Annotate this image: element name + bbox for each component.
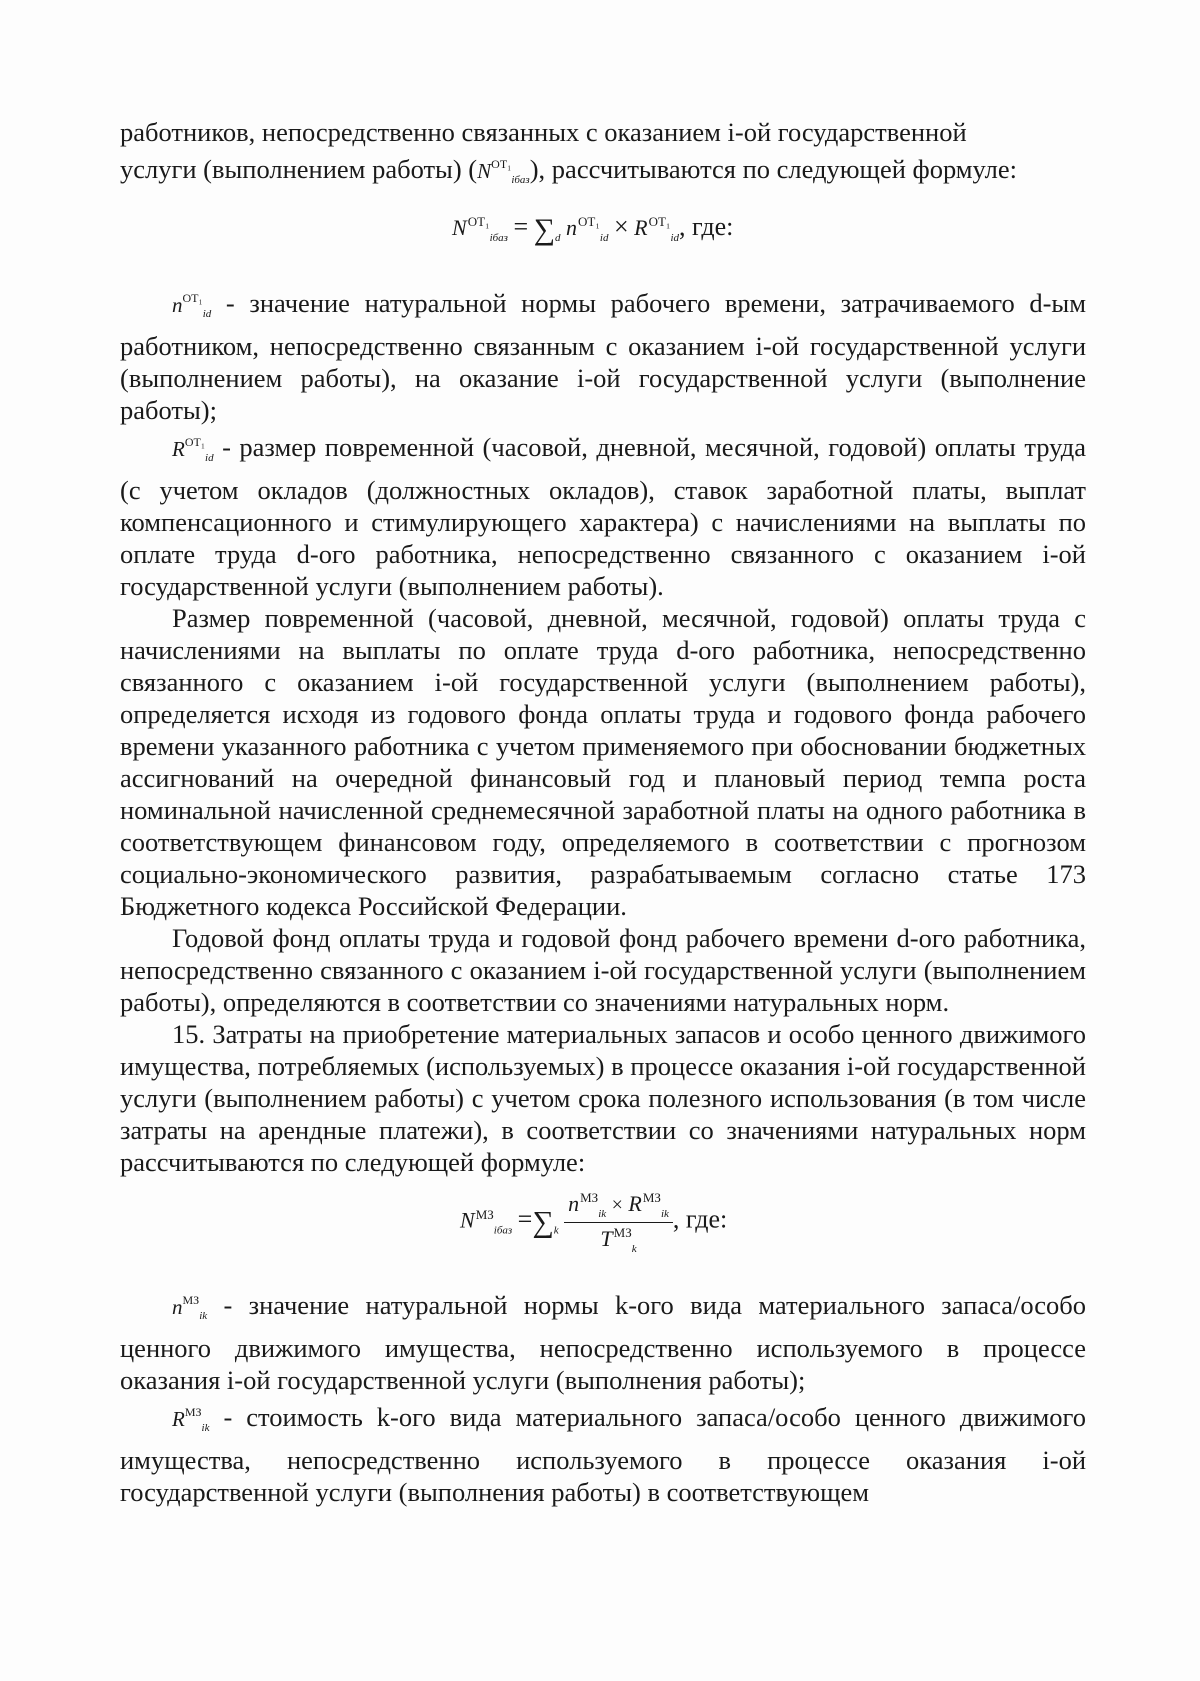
definition-n-mz: $n^{МЗ}_{ik}$ - значение натуральной нормы k-ого вида материального запаса/особо ценного движимого имущества, непосредственно используемого в процессе оказания i-ой государственной услуги (выполнения работы); bbox=[120, 1290, 1086, 1395]
definition-r-ot: $R^{ОТ_1}_{id}$ - размер повременной (часовой, дневной, месячной, годовой) оплаты труда (с учетом окладов (должностных окладов), ставок заработной платы, выплат компенсационного и стимулирующего характера) с начислениями на выплаты по оплате труда d-ого работника, непосредственно связанного с оказанием i-ой государственной услуги (выполнением работы). bbox=[120, 432, 1086, 601]
paragraph-annual-fund: Годовой фонд оплаты труда и годовой фонд рабочего времени d-ого работника, непосредственно связанного с оказанием i-ой государственной услуги (выполнением работы), определяются в соответствии со значениями натуральных норм. bbox=[120, 923, 1086, 1017]
intro-line-1: работников, непосредственно связанных с оказанием i-ой государственной bbox=[120, 117, 967, 147]
definition-r-mz: $R^{МЗ}_{ik}$ - стоимость k-ого вида материального запаса/особо ценного движимого имущества, непосредственно используемого в процессе оказания i-ой государственной услуги (выполнения работы) в соответствующем bbox=[120, 1402, 1086, 1507]
formula-material-cost: $N^{МЗ}_{iбаз} =\sum_k$ $\frac{n^{МЗ}_{ik} \times R^{МЗ}_{ik}}{T^{МЗ}_k}$ , где: bbox=[460, 1190, 728, 1255]
var-n-ot: $n^{ОТ_1}_{id}$ bbox=[172, 291, 212, 320]
definition-n-ot: $n^{ОТ_1}_{id}$ - значение натуральной нормы рабочего времени, затрачиваемого d-ым работником, непосредственно связанным с оказанием i-ой государственной услуги (выполнением работы), на оказание i-ой государственной услуги (выполнение работы); bbox=[120, 288, 1086, 425]
formula-labor-cost: $N^{ОТ_1}_{iбаз} = \sum_d$ $n^{ОТ_1}_{id} \times R^{ОТ_1}_{id}$, где: bbox=[452, 212, 734, 246]
definitions-block bbox=[120, 282, 1086, 1178]
var-r-mz: $R^{МЗ}_{ik}$ bbox=[172, 1405, 210, 1434]
formula-fraction: $\frac{n^{МЗ}_{ik} \times R^{МЗ}_{ik}}{T^{МЗ}_k}$ bbox=[564, 1190, 673, 1255]
var-n-mz: $n^{МЗ}_{ik}$ bbox=[172, 1293, 208, 1322]
var-r-ot: $R^{ОТ_1}_{id}$ bbox=[172, 435, 214, 464]
definitions-block-2 bbox=[120, 1284, 1086, 1508]
intro-paragraph: работников, непосредственно связанных с оказанием i-ой государственной услуги (выполнением работы) $(N^{ОТ_1}_{iбаз})$, рассчитываются по следующей формуле: bbox=[120, 117, 1017, 186]
paragraph-15: 15. Затраты на приобретение материальных запасов и особо ценного движимого имущества, потребляемых (используемых) в процессе оказания i-ой государственной услуги (выполнением работы) с учетом срока полезного использования (в том числе затраты на арендные платежи), в соответствии со значениями натуральных норм рассчитываются по следующей формуле: bbox=[120, 1019, 1086, 1177]
paragraph-pay-size: Размер повременной (часовой, дневной, месячной, годовой) оплаты труда с начислениями на выплаты по оплате труда d-ого работника, непосредственно связанного с оказанием i-ой государственной услуги (выполнением работы), определяется исходя из годового фонда оплаты труда и годового фонда рабочего времени указанного работника с учетом применяемого при обосновании бюджетных ассигнований на очередной финансовый год и плановый период темпа роста номинальной начисленной среднемесячной заработной платы на одного работника в соответствующем финансовом году, определяемого в соответствии с прогнозом социально-экономического развития, разрабатываемым согласно статье 173 Бюджетного кодекса Российской Федерации. bbox=[120, 603, 1086, 921]
inline-var-n-ot: $N^{ОТ_1}_{iбаз}$ bbox=[477, 157, 530, 186]
